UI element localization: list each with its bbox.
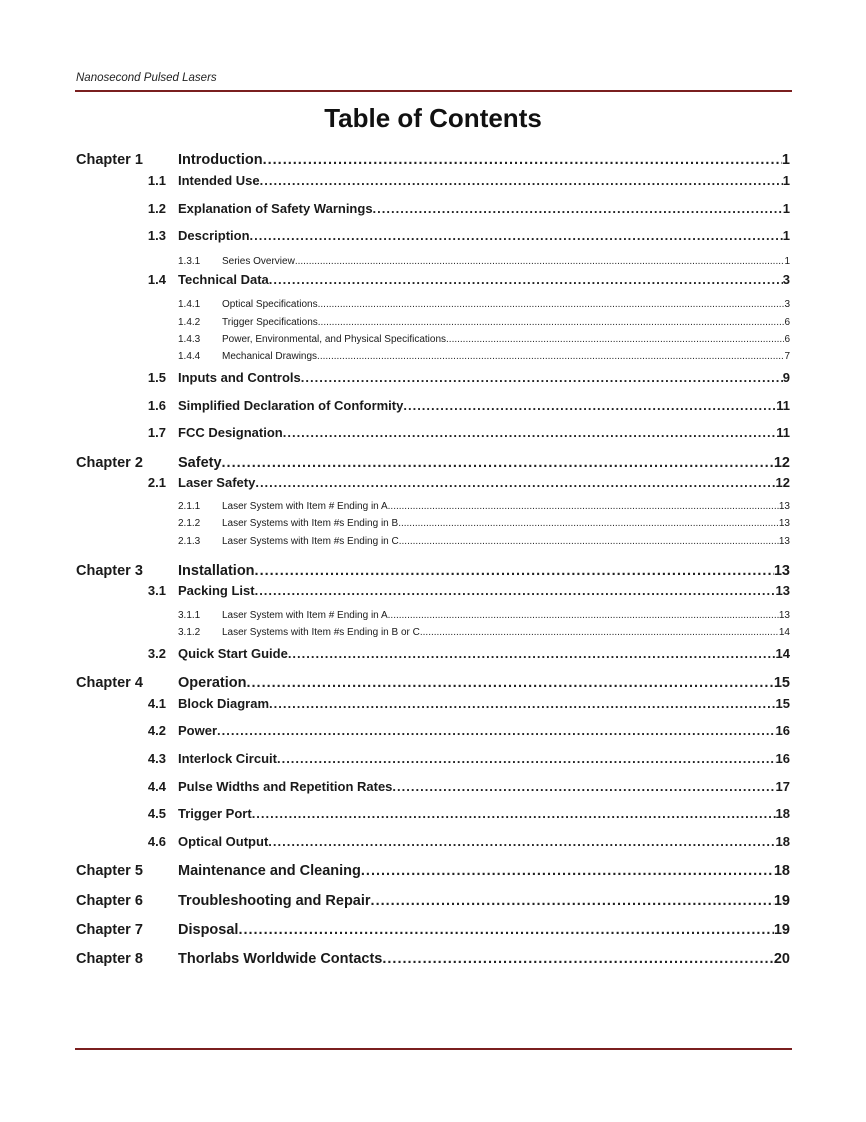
toc-leader-dots [388, 610, 779, 621]
toc-section-number: 1.5 [147, 370, 166, 385]
toc-leader-dots [263, 152, 782, 168]
toc-leader-dots [260, 173, 783, 188]
toc-page-number: 13 [778, 501, 790, 512]
toc-section-number: 4.6 [147, 834, 166, 849]
toc-section-number: 3.2 [147, 646, 166, 661]
toc-entry-line [222, 351, 790, 362]
toc-page-number: 12 [773, 455, 790, 471]
toc-leader-dots [255, 563, 774, 579]
toc-entry-line [222, 317, 790, 328]
toc-leader-dots [361, 863, 774, 879]
toc-entry-title[interactable]: Laser System with Item # Ending in A [222, 610, 388, 621]
toc-leader-dots [246, 675, 773, 691]
toc-entry-title[interactable]: Interlock Circuit [178, 751, 277, 766]
toc-page-number: 9 [782, 370, 790, 385]
toc-entry-line [178, 723, 790, 738]
toc-entry-title[interactable]: Inputs and Controls [178, 370, 301, 385]
toc-leader-dots [392, 779, 775, 794]
toc-entry-line [178, 475, 790, 490]
toc-page-number: 1 [781, 152, 790, 168]
toc-leader-dots [268, 834, 775, 849]
toc-entry-line [178, 779, 790, 794]
toc-chapter-number: Chapter 7 [76, 922, 143, 938]
toc-chapter-number: Chapter 2 [76, 455, 143, 471]
toc-entry-line [222, 536, 790, 547]
toc-section-number: 1.4 [147, 272, 166, 287]
toc-entry-title[interactable]: Operation [178, 675, 247, 691]
toc-section-number: 3.1.2 [178, 627, 201, 638]
toc-entry-title[interactable]: Optical Output [178, 834, 269, 849]
toc-leader-dots [373, 201, 783, 216]
toc-section-number: 1.1 [147, 173, 166, 188]
toc-entry-line [178, 922, 790, 938]
toc-section-number: 2.1 [147, 475, 166, 490]
toc-section-number: 1.4.1 [178, 299, 201, 310]
toc-section-number: 1.3.1 [178, 256, 201, 267]
toc-leader-dots [250, 228, 783, 243]
toc-page-number: 18 [775, 806, 790, 821]
toc-page-number: 13 [778, 536, 790, 547]
toc-page-number: 6 [784, 317, 790, 328]
toc-page-number: 6 [784, 334, 790, 345]
toc-section-number: 1.3 [147, 228, 166, 243]
toc-entry-line [178, 272, 790, 287]
toc-section-number: 1.4.3 [178, 334, 201, 345]
toc-entry-title[interactable]: Packing List [178, 583, 255, 598]
toc-entry-title[interactable]: Explanation of Safety Warnings [178, 201, 373, 216]
toc-entry-title[interactable]: Installation [178, 563, 255, 579]
toc-leader-dots [269, 272, 783, 287]
toc-entry-line [178, 152, 790, 168]
toc-page-number: 11 [776, 398, 790, 413]
running-header: Nanosecond Pulsed Lasers [76, 72, 217, 84]
toc-section-number: 4.1 [147, 696, 166, 711]
toc-chapter-number: Chapter 8 [76, 951, 143, 967]
toc-entry-line [222, 256, 790, 267]
toc-leader-dots [277, 751, 776, 766]
toc-entry-line [178, 834, 790, 849]
toc-section-number: 1.4.4 [178, 351, 201, 362]
toc-leader-dots [403, 398, 776, 413]
toc-page-number: 14 [775, 646, 790, 661]
toc-entry-title[interactable]: Quick Start Guide [178, 646, 288, 661]
toc-leader-dots [252, 806, 776, 821]
toc-entry-line [178, 675, 790, 691]
toc-page-number: 19 [773, 893, 790, 909]
toc-entry-title[interactable]: Laser Systems with Item #s Ending in C [222, 536, 399, 547]
toc-section-number: 2.1.1 [178, 501, 201, 512]
toc-chapter-number: Chapter 4 [76, 675, 143, 691]
toc-entry-line [178, 646, 790, 661]
toc-entry-title[interactable]: Simplified Declaration of Conformity [178, 398, 404, 413]
toc-entry-title[interactable]: Block Diagram [178, 696, 270, 711]
toc-entry-line [178, 228, 790, 243]
toc-entry-title[interactable]: Optical Specifications [222, 299, 318, 310]
toc-page-number: 15 [775, 696, 790, 711]
toc-entry-line [178, 201, 790, 216]
toc-leader-dots [398, 518, 779, 529]
toc-entry-title[interactable]: Laser System with Item # Ending in A [222, 501, 388, 512]
toc-leader-dots [371, 893, 774, 909]
toc-leader-dots [255, 475, 775, 490]
toc-entry-title[interactable]: Laser Safety [178, 475, 256, 490]
toc-leader-dots [295, 256, 785, 267]
toc-section-number: 4.4 [147, 779, 166, 794]
toc-page-number: 3 [782, 272, 790, 287]
toc-entry-title[interactable]: Troubleshooting and Repair [178, 893, 371, 909]
toc-page-number: 3 [784, 299, 790, 310]
toc-page-number: 20 [773, 951, 790, 967]
toc-entry-title[interactable]: Thorlabs Worldwide Contacts [178, 951, 383, 967]
page-title: Table of Contents [324, 103, 542, 133]
toc-entry-line [178, 455, 790, 471]
toc-page-number: 12 [775, 475, 790, 490]
toc-leader-dots [318, 317, 785, 328]
toc-entry-line [222, 334, 790, 345]
toc-leader-dots [318, 299, 785, 310]
toc-entry-line [222, 299, 790, 310]
toc-page-number: 13 [778, 610, 790, 621]
toc-entry-line [178, 173, 790, 188]
toc-entry-title[interactable]: Introduction [178, 152, 263, 168]
toc-leader-dots [283, 425, 777, 440]
toc-entry-title[interactable]: Disposal [178, 922, 239, 938]
toc-entry-title[interactable]: Series Overview [222, 256, 295, 267]
toc-section-number: 3.1.1 [178, 610, 201, 621]
toc-section-number: 4.2 [147, 723, 166, 738]
toc-entry-line [178, 563, 790, 579]
toc-leader-dots [382, 951, 774, 967]
toc-entry-title[interactable]: Laser Systems with Item #s Ending in B [222, 518, 399, 529]
toc-entry-title[interactable]: Description [178, 228, 250, 243]
toc-page-number: 13 [773, 563, 790, 579]
toc-section-number: 1.4.2 [178, 317, 201, 328]
toc-entry-line [178, 951, 790, 967]
toc-leader-dots [288, 646, 776, 661]
toc-leader-dots [222, 455, 774, 471]
toc-entry-title[interactable]: Maintenance and Cleaning [178, 863, 361, 879]
toc-leader-dots [238, 922, 773, 938]
toc-entry-line [178, 398, 790, 413]
toc-entry-line [178, 425, 790, 440]
toc-leader-dots [301, 370, 783, 385]
toc-leader-dots [420, 627, 779, 638]
toc-entry-line [178, 806, 790, 821]
toc-page-number: 13 [778, 518, 790, 529]
toc-section-number: 2.1.2 [178, 518, 201, 529]
toc-page-number: 11 [776, 425, 790, 440]
toc-leader-dots [399, 536, 779, 547]
toc-page-number: 19 [773, 922, 790, 938]
toc-entry-line [222, 518, 790, 529]
toc-page-number: 15 [773, 675, 790, 691]
toc-chapter-number: Chapter 1 [76, 152, 143, 168]
toc-page-number: 1 [782, 201, 790, 216]
toc-section-number: 2.1.3 [178, 536, 201, 547]
toc-page-number: 1 [782, 173, 790, 188]
toc-section-number: 4.3 [147, 751, 166, 766]
toc-entry-title[interactable]: Trigger Port [178, 806, 252, 821]
toc-entry-title[interactable]: Power, Environmental, and Physical Specifications [222, 334, 447, 345]
toc-leader-dots [217, 723, 776, 738]
toc-chapter-number: Chapter 5 [76, 863, 143, 879]
footer-rule [75, 1048, 792, 1050]
toc-entry-title[interactable]: Mechanical Drawings [222, 351, 318, 362]
toc-page-number: 7 [784, 351, 790, 362]
toc-page-number: 1 [784, 256, 790, 267]
toc-page-number: 16 [775, 751, 790, 766]
toc-entry-line [178, 751, 790, 766]
toc-entry-title[interactable]: Safety [178, 455, 222, 471]
toc-page-number: 18 [773, 863, 790, 879]
toc-section-number: 4.5 [147, 806, 166, 821]
toc-page-number: 1 [782, 228, 790, 243]
toc-entry-line [222, 627, 790, 638]
toc-entry-line [222, 610, 790, 621]
toc-leader-dots [269, 696, 775, 711]
toc-page-number: 13 [775, 583, 790, 598]
toc-section-number: 3.1 [147, 583, 166, 598]
toc-entry-line [178, 863, 790, 879]
toc-leader-dots [317, 351, 784, 362]
toc-entry-line [178, 583, 790, 598]
toc-leader-dots [388, 501, 779, 512]
toc-section-number: 1.6 [147, 398, 166, 413]
toc-entry-title[interactable]: Intended Use [178, 173, 260, 188]
toc-entry-title[interactable]: Trigger Specifications [222, 317, 318, 328]
toc-page-number: 18 [775, 834, 790, 849]
toc-entry-line [178, 696, 790, 711]
toc-chapter-number: Chapter 3 [76, 563, 143, 579]
toc-section-number: 1.2 [147, 201, 166, 216]
toc-chapter-number: Chapter 6 [76, 893, 143, 909]
toc-page-number: 17 [775, 779, 790, 794]
toc-page-number: 16 [775, 723, 790, 738]
toc-entry-title[interactable]: Pulse Widths and Repetition Rates [178, 779, 393, 794]
toc-leader-dots [446, 334, 784, 345]
toc-entry-title[interactable]: FCC Designation [178, 425, 283, 440]
toc-entry-title[interactable]: Technical Data [178, 272, 269, 287]
toc-entry-title[interactable]: Laser Systems with Item #s Ending in B or C [222, 627, 420, 638]
toc-entry-line [178, 893, 790, 909]
toc-entry-line [178, 370, 790, 385]
toc-entry-title[interactable]: Power [178, 723, 218, 738]
toc-page-number: 14 [778, 627, 790, 638]
toc-section-number: 1.7 [147, 425, 166, 440]
toc-leader-dots [255, 583, 776, 598]
toc-entry-line [222, 501, 790, 512]
